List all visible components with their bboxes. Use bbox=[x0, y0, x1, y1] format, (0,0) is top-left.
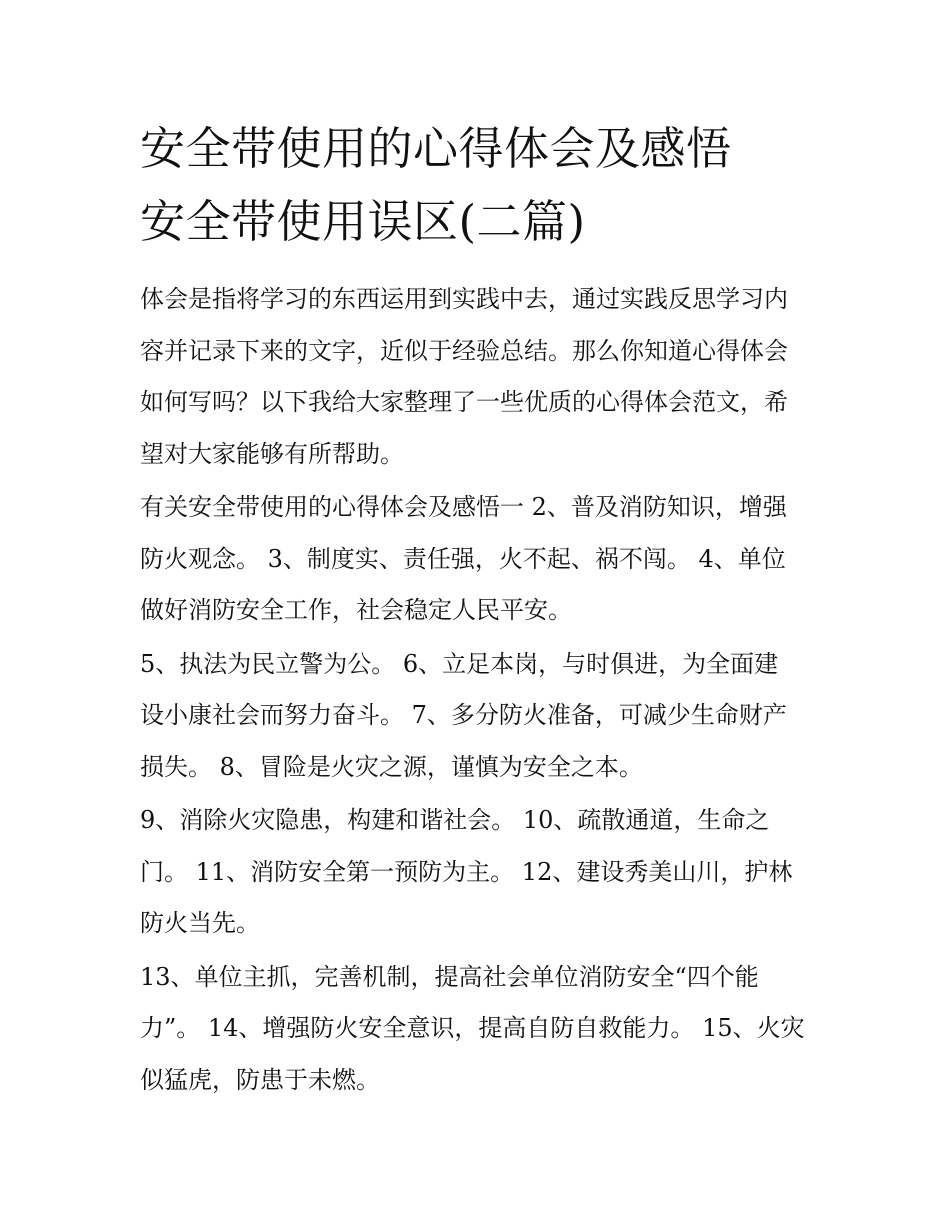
body-paragraph bbox=[140, 482, 812, 637]
text-line: 5、执法为民立警为公。 6、立足本岗，与时俱进，为全面建 bbox=[140, 649, 779, 678]
text-line: 防火观念。 3、制度实、责任强，火不起、祸不闯。 4、单位 bbox=[140, 544, 786, 573]
text-line: 如何写吗？以下我给大家整理了一些优质的心得体会范文，希 bbox=[140, 388, 788, 416]
title-line: 安全带使用的心得体会及感悟 bbox=[140, 122, 732, 175]
text-line: 损失。 8、冒险是火灾之源，谨慎为安全之本。 bbox=[140, 752, 643, 781]
title-line: 安全带使用误区(二篇) bbox=[140, 195, 586, 248]
text-line: 力”。 14、增强防火安全意识，提高自防自救能力。 15、火灾 bbox=[140, 1014, 805, 1042]
text-line: 体会是指将学习的东西运用到实践中去，通过实践反思学习内 bbox=[140, 285, 788, 313]
text-line: 9、消除火灾隐患，构建和谐社会。 10、疏散通道，生命之 bbox=[140, 806, 770, 834]
text-line: 做好消防安全工作，社会稳定人民平安。 bbox=[140, 596, 572, 624]
text-line: 望对大家能够有所帮助。 bbox=[140, 439, 404, 468]
text-line: 有关安全带使用的心得体会及感悟一 2、普及消防知识，增强 bbox=[140, 493, 787, 521]
body-paragraph bbox=[140, 952, 812, 1107]
document-title bbox=[140, 112, 812, 258]
text-line: 容并记录下来的文字，近似于经验总结。那么你知道心得体会 bbox=[140, 336, 788, 365]
intro-paragraph bbox=[140, 274, 812, 480]
body-paragraph bbox=[140, 639, 812, 794]
text-line: 似猛虎，防患于未燃。 bbox=[140, 1065, 380, 1094]
text-line: 13、单位主抓，完善机制，提高社会单位消防安全“四个能 bbox=[140, 962, 759, 991]
text-line: 设小康社会而努力奋斗。 7、多分防火准备，可减少生命财产 bbox=[140, 701, 787, 729]
text-line: 防火当先。 bbox=[140, 909, 260, 937]
document-body bbox=[140, 112, 812, 1108]
text-line: 门。 11、消防安全第一预防为主。 12、建设秀美山川，护林 bbox=[140, 857, 793, 886]
body-paragraph bbox=[140, 795, 812, 950]
